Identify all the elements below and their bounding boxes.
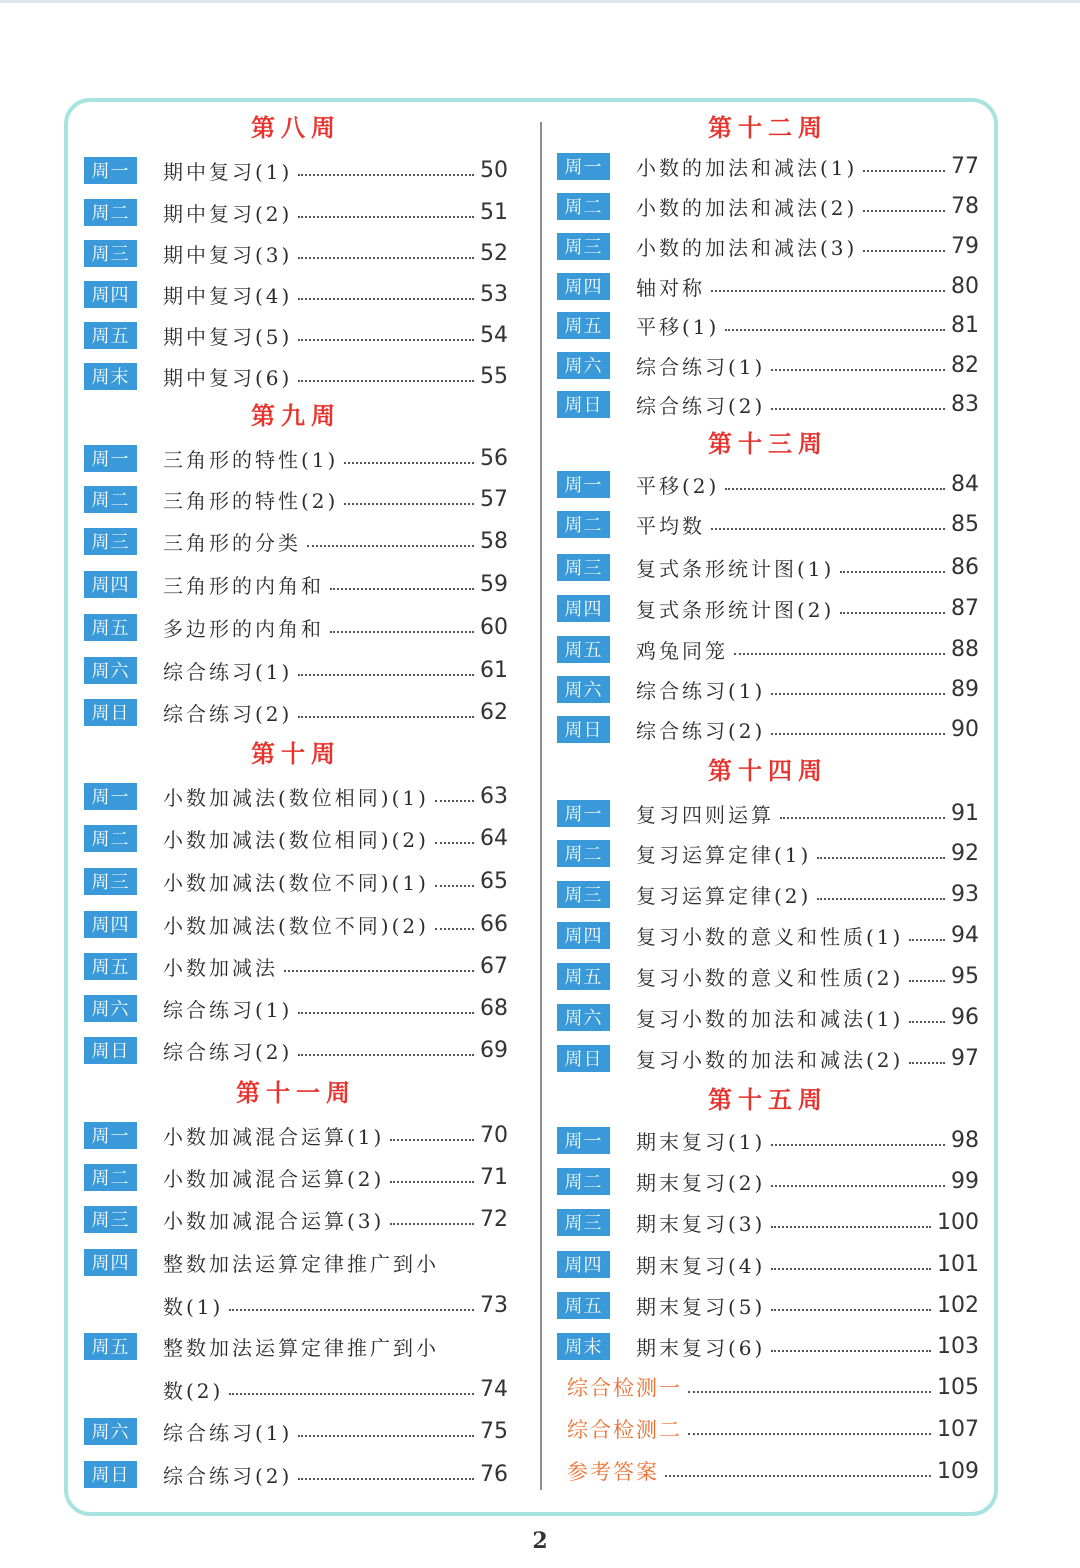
day-badge: 周五: [84, 614, 137, 641]
dot-leader: [298, 339, 474, 341]
day-badge: 周日: [84, 1037, 137, 1064]
dot-leader: [298, 716, 474, 718]
entry-page: 54: [480, 322, 508, 348]
toc-entry[interactable]: [84, 236, 508, 270]
dot-leader: [284, 970, 474, 972]
entry-page: 83: [951, 391, 979, 417]
day-badge: 周四: [557, 595, 610, 622]
dot-leader: [688, 1433, 931, 1435]
dot-leader: [298, 298, 474, 300]
day-badge: 周三: [557, 554, 610, 581]
day-badge: 周一: [557, 153, 610, 180]
entry-title: 期末复习(6): [636, 1335, 766, 1360]
entry-title: 三角形的分类: [163, 530, 301, 555]
toc-entry[interactable]: [557, 1288, 979, 1322]
toc-entry[interactable]: [84, 359, 508, 393]
dot-leader: [298, 257, 474, 259]
entry-page: 81: [951, 312, 979, 338]
page-number: 2: [532, 1528, 548, 1554]
entry-title: 三角形的特性(1): [163, 447, 339, 472]
entry-title: 期中复习(5): [163, 324, 293, 349]
entry-title: 综合练习(2): [163, 701, 293, 726]
entry-title: 期中复习(2): [163, 201, 293, 226]
entry-title: 期中复习(6): [163, 365, 293, 390]
entry-page: 56: [480, 445, 508, 471]
dot-leader: [435, 800, 474, 802]
entry-page: 101: [937, 1251, 979, 1277]
entry-title: 综合练习(2): [636, 718, 766, 743]
dot-leader: [840, 612, 945, 614]
entry-page: 68: [480, 995, 508, 1021]
dot-leader: [711, 528, 945, 530]
entry-title: 三角形的特性(2): [163, 488, 339, 513]
entry-page: 66: [480, 911, 508, 937]
entry-page: 96: [951, 1004, 979, 1030]
entry-title: 小数的加法和减法(1): [636, 155, 858, 180]
toc-entry[interactable]: [84, 1118, 508, 1152]
entry-page: 78: [951, 193, 979, 219]
entry-title-cont: 数(2): [163, 1378, 224, 1403]
day-badge: 周二: [84, 1164, 137, 1191]
entry-title: 复习小数的意义和性质(1): [636, 924, 904, 949]
toc-entry[interactable]: [84, 1160, 508, 1194]
dot-leader: [840, 571, 945, 573]
day-badge: 周六: [84, 1418, 137, 1445]
entry-page: 53: [480, 281, 508, 307]
toc-entry[interactable]: [557, 712, 979, 746]
toc-entry[interactable]: [84, 482, 508, 516]
entry-page: 63: [480, 783, 508, 809]
entry-title: 平移(1): [636, 314, 720, 339]
toc-entry[interactable]: [557, 467, 979, 501]
toc-entry[interactable]: [84, 949, 508, 983]
entry-page: 57: [480, 486, 508, 512]
toc-entry[interactable]: [557, 348, 979, 382]
toc-entry[interactable]: [84, 1329, 508, 1363]
entry-page: 88: [951, 636, 979, 662]
dot-leader: [665, 1475, 931, 1477]
dot-leader: [390, 1139, 474, 1141]
entry-title: 复习小数的加法和减法(1): [636, 1006, 904, 1031]
entry-page: 72: [480, 1206, 508, 1232]
day-badge: 周末: [84, 363, 137, 390]
day-badge: 周一: [557, 471, 610, 498]
dot-leader: [390, 1181, 474, 1183]
toc-entry-continuation[interactable]: [84, 1288, 508, 1322]
entry-title: 综合练习(2): [636, 393, 766, 418]
dot-leader: [863, 250, 945, 252]
day-badge: 周六: [557, 1004, 610, 1031]
day-badge: 周三: [557, 1209, 610, 1236]
entry-title: 期中复习(1): [163, 159, 293, 184]
day-badge: 周五: [557, 1292, 610, 1319]
day-badge: 周日: [557, 1045, 610, 1072]
day-badge: 周四: [84, 1249, 137, 1276]
dot-leader: [863, 170, 945, 172]
dot-leader: [863, 210, 945, 212]
day-badge: 周二: [557, 193, 610, 220]
entry-title: 小数加减法: [163, 955, 278, 980]
entry-page: 61: [480, 657, 508, 683]
toc-entry[interactable]: [557, 387, 979, 421]
entry-title: 小数加减混合运算(2): [163, 1166, 385, 1191]
day-badge: 周一: [84, 445, 137, 472]
entry-page: 91: [951, 800, 979, 826]
day-badge: 周四: [557, 922, 610, 949]
day-badge: 周四: [557, 1251, 610, 1278]
day-badge: 周日: [84, 1461, 137, 1488]
toc-entry[interactable]: [557, 1164, 979, 1198]
day-badge: 周五: [84, 953, 137, 980]
dot-leader: [771, 693, 945, 695]
toc-entry[interactable]: [84, 153, 508, 187]
toc-entry[interactable]: [84, 567, 508, 601]
entry-page: 82: [951, 352, 979, 378]
entry-title: 参考答案: [567, 1460, 659, 1484]
week-heading: 第十一周: [236, 1079, 356, 1107]
day-badge: 周五: [84, 322, 137, 349]
day-badge: 周三: [557, 233, 610, 260]
day-badge: 周四: [84, 571, 137, 598]
dot-leader: [688, 1391, 931, 1393]
entry-page: 71: [480, 1164, 508, 1190]
entry-title: 综合练习(2): [163, 1463, 293, 1488]
dot-leader: [771, 408, 945, 410]
entry-title: 综合练习(2): [163, 1039, 293, 1064]
toc-entry[interactable]: [557, 796, 979, 830]
dot-leader: [298, 1054, 474, 1056]
entry-page: 62: [480, 699, 508, 725]
entry-page: 51: [480, 199, 508, 225]
toc-entry[interactable]: [557, 591, 979, 625]
day-badge: 周五: [84, 1333, 137, 1360]
toc-entry[interactable]: [557, 269, 979, 303]
entry-title: 综合检测一: [567, 1376, 682, 1400]
toc-entry[interactable]: [557, 1123, 979, 1157]
entry-title: 复习小数的加法和减法(2): [636, 1047, 904, 1072]
dot-leader: [909, 939, 945, 941]
toc-entry[interactable]: [557, 672, 979, 706]
day-badge: 周日: [84, 699, 137, 726]
entry-title: 综合练习(1): [163, 659, 293, 684]
day-badge: 周四: [84, 281, 137, 308]
day-badge: 周二: [557, 840, 610, 867]
toc-entry[interactable]: [84, 277, 508, 311]
entry-page: 76: [480, 1461, 508, 1487]
toc-entry[interactable]: [84, 1202, 508, 1236]
entry-title: 轴对称: [636, 275, 705, 300]
day-badge: 周五: [557, 636, 610, 663]
day-badge: 周六: [557, 676, 610, 703]
week-heading: 第十五周: [708, 1086, 828, 1114]
dot-leader: [298, 380, 474, 382]
dot-leader: [734, 653, 945, 655]
entry-page: 77: [951, 153, 979, 179]
day-badge: 周三: [84, 868, 137, 895]
dot-leader: [771, 1268, 931, 1270]
entry-title: 平均数: [636, 513, 705, 538]
dot-leader: [344, 503, 474, 505]
dot-leader: [229, 1393, 474, 1395]
entry-page: 95: [951, 963, 979, 989]
dot-leader: [390, 1223, 474, 1225]
dot-leader: [298, 674, 474, 676]
toc-entry[interactable]: [84, 907, 508, 941]
day-badge: 周三: [84, 528, 137, 555]
dot-leader: [817, 857, 945, 859]
toc-entry[interactable]: [84, 1457, 508, 1491]
entry-page: 74: [480, 1376, 508, 1402]
entry-title: 期末复习(4): [636, 1253, 766, 1278]
dot-leader: [909, 1062, 945, 1064]
entry-title: 平移(2): [636, 473, 720, 498]
entry-title: 复式条形统计图(2): [636, 597, 835, 622]
toc-entry[interactable]: [557, 1041, 979, 1075]
day-badge: 周四: [557, 273, 610, 300]
entry-page: 55: [480, 363, 508, 389]
toc-entry[interactable]: [84, 1245, 508, 1279]
entry-title: 综合练习(1): [636, 678, 766, 703]
entry-title: 综合练习(1): [163, 1420, 293, 1445]
top-edge-line: [0, 0, 1080, 3]
day-badge: 周二: [84, 199, 137, 226]
toc-entry[interactable]: [557, 229, 979, 263]
dot-leader: [780, 817, 945, 819]
week-heading: 第九周: [251, 402, 341, 430]
entry-title: 期末复习(3): [636, 1211, 766, 1236]
dot-leader: [330, 588, 474, 590]
dot-leader: [909, 980, 945, 982]
entry-title: 小数加减法(数位不同)(2): [163, 913, 429, 938]
toc-entry[interactable]: [84, 1033, 508, 1067]
dot-leader: [435, 928, 474, 930]
dot-leader: [298, 1435, 474, 1437]
entry-title: 期中复习(4): [163, 283, 293, 308]
entry-page: 103: [937, 1333, 979, 1359]
entry-page: 89: [951, 676, 979, 702]
toc-entry[interactable]: [557, 959, 979, 993]
entry-title: 小数加减法(数位不同)(1): [163, 870, 429, 895]
day-badge: 周一: [557, 1127, 610, 1154]
entry-page: 64: [480, 825, 508, 851]
entry-page: 59: [480, 571, 508, 597]
entry-title: 鸡兔同笼: [636, 638, 728, 663]
day-badge: 周二: [84, 486, 137, 513]
dot-leader: [817, 898, 945, 900]
toc-entry[interactable]: [557, 836, 979, 870]
day-badge: 周六: [557, 352, 610, 379]
entry-title: 整数加法运算定律推广到小: [163, 1251, 439, 1276]
dot-leader: [909, 1021, 945, 1023]
entry-title: 综合练习(1): [163, 997, 293, 1022]
entry-title: 小数的加法和减法(3): [636, 235, 858, 260]
toc-entry[interactable]: [557, 1205, 979, 1239]
entry-page: 73: [480, 1292, 508, 1318]
day-badge: 周一: [557, 800, 610, 827]
entry-title: 复习四则运算: [636, 802, 774, 827]
dot-leader: [771, 1144, 945, 1146]
toc-entry[interactable]: [557, 1329, 979, 1363]
day-badge: 周六: [84, 995, 137, 1022]
entry-page: 70: [480, 1122, 508, 1148]
toc-entry[interactable]: [84, 864, 508, 898]
entry-title: 小数加减法(数位相同)(1): [163, 785, 429, 810]
dot-leader: [771, 1226, 931, 1228]
toc-entry[interactable]: [557, 149, 979, 183]
entry-title: 期中复习(3): [163, 242, 293, 267]
column-divider: [540, 122, 542, 1490]
special-entry[interactable]: [567, 1370, 979, 1404]
day-badge: 周三: [84, 1206, 137, 1233]
entry-page: 84: [951, 471, 979, 497]
dot-leader: [298, 174, 474, 176]
dot-leader: [771, 1309, 931, 1311]
entry-title: 复式条形统计图(1): [636, 556, 835, 581]
entry-page: 109: [937, 1458, 979, 1484]
day-badge: 周末: [557, 1333, 610, 1360]
entry-page: 90: [951, 716, 979, 742]
entry-title: 期末复习(5): [636, 1294, 766, 1319]
day-badge: 周一: [84, 157, 137, 184]
entry-page: 99: [951, 1168, 979, 1194]
dot-leader: [435, 885, 474, 887]
entry-page: 92: [951, 840, 979, 866]
toc-entry[interactable]: [84, 779, 508, 813]
day-badge: 周一: [84, 783, 137, 810]
day-badge: 周二: [84, 825, 137, 852]
entry-title: 复习小数的意义和性质(2): [636, 965, 904, 990]
entry-title: 三角形的内角和: [163, 573, 324, 598]
week-heading: 第十四周: [708, 757, 828, 785]
toc-entry[interactable]: [557, 1247, 979, 1281]
entry-title: 小数加减混合运算(1): [163, 1124, 385, 1149]
special-entry[interactable]: [567, 1454, 979, 1488]
entry-title: 复习运算定律(1): [636, 842, 812, 867]
week-heading: 第八周: [251, 114, 341, 142]
day-badge: 周日: [557, 391, 610, 418]
day-badge: 周六: [84, 657, 137, 684]
entry-page: 69: [480, 1037, 508, 1063]
entry-page: 75: [480, 1418, 508, 1444]
entry-page: 58: [480, 528, 508, 554]
dot-leader: [330, 631, 474, 633]
toc-entry[interactable]: [84, 695, 508, 729]
entry-page: 60: [480, 614, 508, 640]
entry-page: 93: [951, 881, 979, 907]
toc-entry[interactable]: [557, 550, 979, 584]
toc-entry[interactable]: [557, 918, 979, 952]
dot-leader: [344, 462, 474, 464]
dot-leader: [725, 329, 945, 331]
entry-page: 107: [937, 1416, 979, 1442]
dot-leader: [771, 1350, 931, 1352]
entry-page: 100: [937, 1209, 979, 1235]
toc-entry-continuation[interactable]: [84, 1372, 508, 1406]
toc-entry[interactable]: [84, 821, 508, 855]
toc-entry[interactable]: [557, 632, 979, 666]
toc-entry[interactable]: [84, 318, 508, 352]
entry-title: 整数加法运算定律推广到小: [163, 1335, 439, 1360]
dot-leader: [771, 733, 945, 735]
entry-title: 综合练习(1): [636, 354, 766, 379]
entry-title: 多边形的内角和: [163, 616, 324, 641]
special-entry[interactable]: [567, 1412, 979, 1446]
entry-page: 86: [951, 554, 979, 580]
toc-entry[interactable]: [557, 308, 979, 342]
dot-leader: [711, 290, 945, 292]
entry-page: 85: [951, 511, 979, 537]
entry-title: 期末复习(1): [636, 1129, 766, 1154]
entry-title: 期末复习(2): [636, 1170, 766, 1195]
dot-leader: [298, 216, 474, 218]
day-badge: 周一: [84, 1122, 137, 1149]
dot-leader: [725, 488, 945, 490]
day-badge: 周二: [557, 1168, 610, 1195]
dot-leader: [229, 1309, 474, 1311]
day-badge: 周日: [557, 716, 610, 743]
toc-entry[interactable]: [84, 1414, 508, 1448]
day-badge: 周五: [557, 312, 610, 339]
toc-entry[interactable]: [84, 610, 508, 644]
week-heading: 第十三周: [708, 430, 828, 458]
day-badge: 周五: [557, 963, 610, 990]
entry-title: 小数加减混合运算(3): [163, 1208, 385, 1233]
day-badge: 周三: [557, 881, 610, 908]
week-heading: 第十二周: [708, 114, 828, 142]
entry-page: 80: [951, 273, 979, 299]
week-heading: 第十周: [251, 740, 341, 768]
entry-title: 综合检测二: [567, 1418, 682, 1442]
toc-entry[interactable]: [84, 653, 508, 687]
entry-page: 67: [480, 953, 508, 979]
day-badge: 周二: [557, 511, 610, 538]
entry-title: 复习运算定律(2): [636, 883, 812, 908]
toc-entry[interactable]: [84, 441, 508, 475]
dot-leader: [771, 1185, 945, 1187]
entry-page: 65: [480, 868, 508, 894]
day-badge: 周四: [84, 911, 137, 938]
toc-entry[interactable]: [557, 507, 979, 541]
entry-title: 小数的加法和减法(2): [636, 195, 858, 220]
dot-leader: [298, 1478, 474, 1480]
entry-page: 52: [480, 240, 508, 266]
entry-page: 79: [951, 233, 979, 259]
entry-page: 94: [951, 922, 979, 948]
entry-title-cont: 数(1): [163, 1294, 224, 1319]
entry-page: 98: [951, 1127, 979, 1153]
toc-entry[interactable]: [84, 195, 508, 229]
dot-leader: [307, 545, 474, 547]
day-badge: 周三: [84, 240, 137, 267]
dot-leader: [298, 1012, 474, 1014]
dot-leader: [771, 369, 945, 371]
toc-entry[interactable]: [84, 524, 508, 558]
entry-page: 87: [951, 595, 979, 621]
entry-page: 105: [937, 1374, 979, 1400]
dot-leader: [435, 842, 474, 844]
toc-entry[interactable]: [557, 189, 979, 223]
entry-title: 小数加减法(数位相同)(2): [163, 827, 429, 852]
toc-entry[interactable]: [84, 991, 508, 1025]
toc-entry[interactable]: [557, 1000, 979, 1034]
entry-page: 97: [951, 1045, 979, 1071]
entry-page: 102: [937, 1292, 979, 1318]
entry-page: 50: [480, 157, 508, 183]
toc-entry[interactable]: [557, 877, 979, 911]
